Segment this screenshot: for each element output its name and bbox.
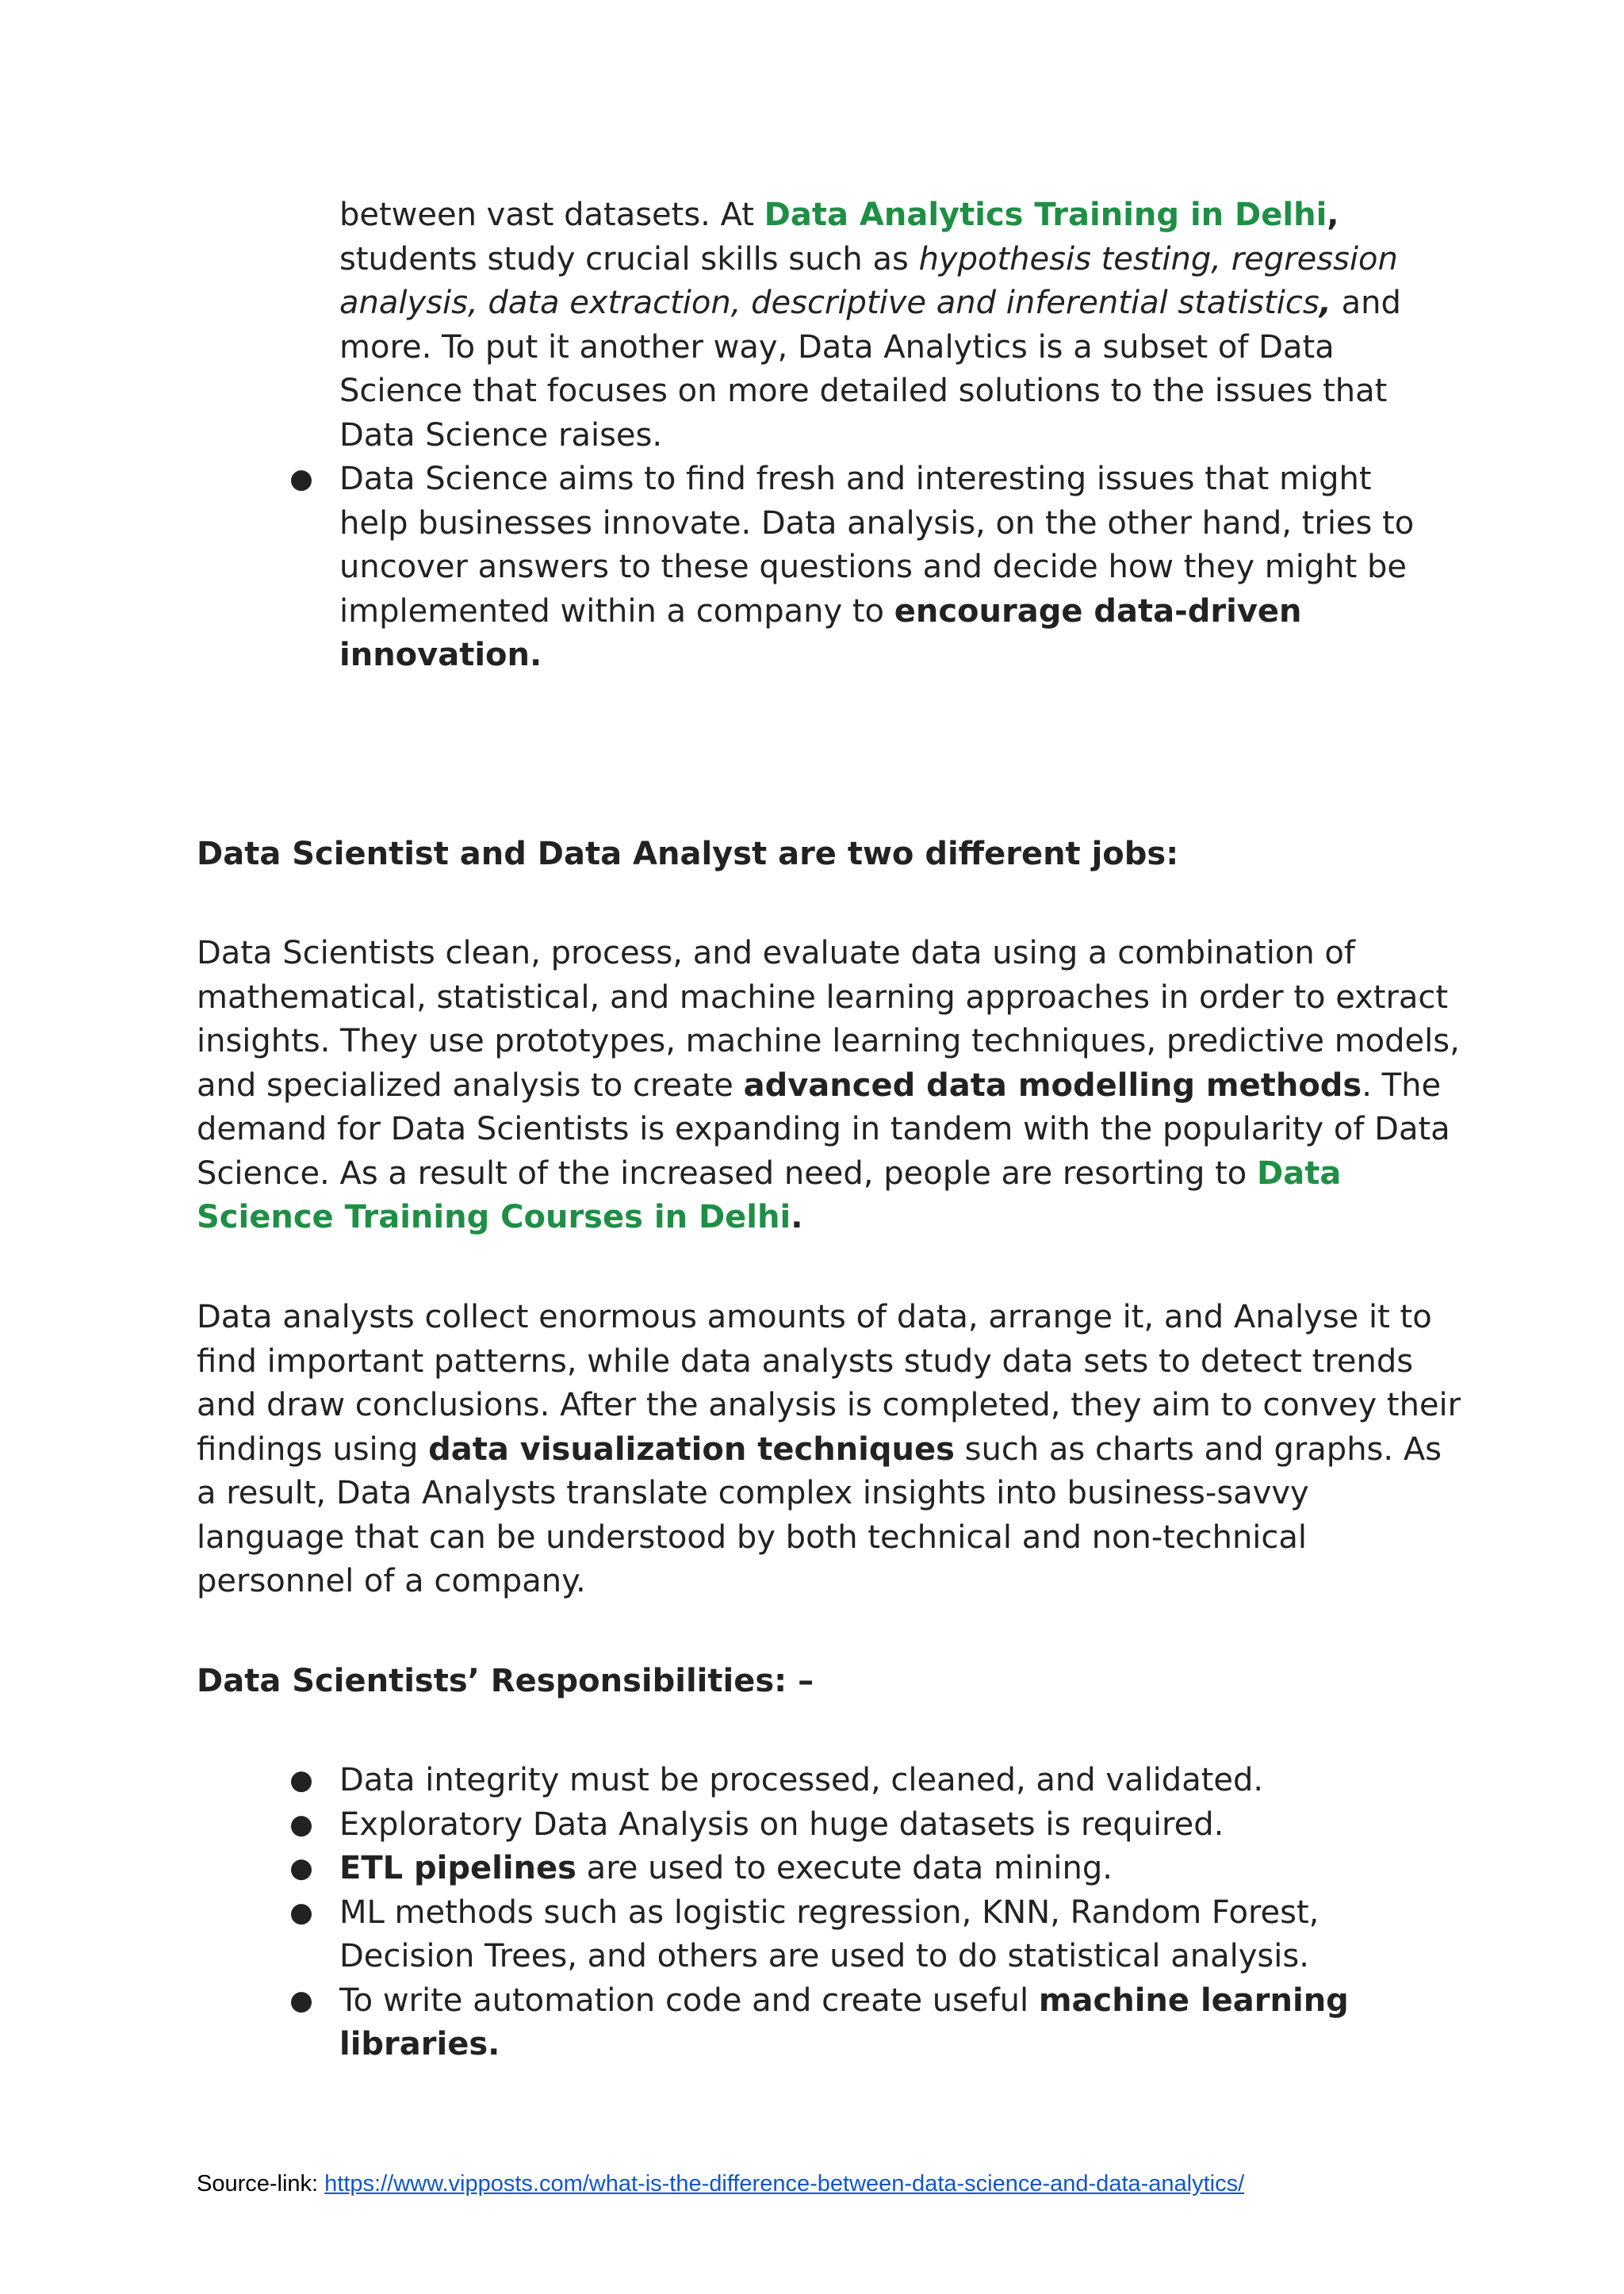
bullet-icon: ● [289,1852,313,1884]
data-analyst-paragraph: Data analysts collect enormous amounts of data, arrange it, and Analyse it to find important patterns, while data analysts study data sets to detect trends and draw conclusions. After the analysis is completed, they aim to convey their findings using data visualization techniques such as charts and graphs. As a result, Data Analysts translate complex insights into business-savvy language that can be understood by both technical and non-technical personnel of a company. [197,1299,1461,1599]
bullet-icon: ● [289,1984,313,2016]
list-item: ● ETL pipelines are used to execute data mining. [285,1847,1443,1891]
source-label: Source-link: [197,2171,325,2196]
responsibilities-heading: Data Scientists’ Responsibilities: – [197,1663,814,1699]
data-scientist-paragraph: Data Scientists clean, process, and evaluate data using a combination of mathematical, statistical, and machine learning approaches in order to extract insights. They use prototypes, machine learning techniques, predictive models, and specialized analysis to create advanced data modelling methods. The demand for Data Scientists is expanding in tandem with the popularity of Data Science. As a result of the increased need, people are resorting to Data Science Training Courses in Delhi. [197,935,1460,1235]
list-item: ● Data Science aims to find fresh and interesting issues that might help businesses innovate. Data analysis, on the other hand, tries to uncover answers to these questions and decide how they might be implemented within a company to encourage data-driven innovation. [285,458,1443,678]
list-item: ● ML methods such as logistic regression, KNN, Random Forest, Decision Trees, and others are used to do statistical analysis. [285,1891,1443,1979]
source-line [197,2168,1244,2200]
bullet-icon: ● [289,1896,313,1928]
source-link[interactable]: https://www.vipposts.com/what-is-the-difference-between-data-science-and-data-analytics/ [324,2171,1245,2196]
list-item: ● Data integrity must be processed, cleaned, and validated. [285,1759,1443,1803]
data-analytics-training-link[interactable]: Data Analytics Training in Delhi [764,197,1327,233]
bullet-icon: ● [289,1764,313,1796]
top-bullet-list [285,193,1443,678]
list-item: ● To write automation code and create useful machine learning libraries. [285,1979,1443,2067]
bullet-icon: ● [289,1808,313,1840]
section-heading: Data Scientist and Data Analyst are two different jobs: [197,836,1179,872]
list-item: between vast datasets. At Data Analytics Training in Delhi, students study crucial skills such as hypothesis testing, regression analysis, data extraction, descriptive and inferential statistics, and more. To put it another way, Data Analytics is a subset of Data Science that focuses on more detailed solutions to the issues that Data Science raises. [339,197,1401,454]
responsibilities-list [285,1759,1443,2067]
list-item: ● Exploratory Data Analysis on huge datasets is required. [285,1803,1443,1848]
data-science-training-link[interactable]: Data Science Training Courses in Delhi [197,1155,1342,1235]
bullet-icon: ● [289,463,313,495]
